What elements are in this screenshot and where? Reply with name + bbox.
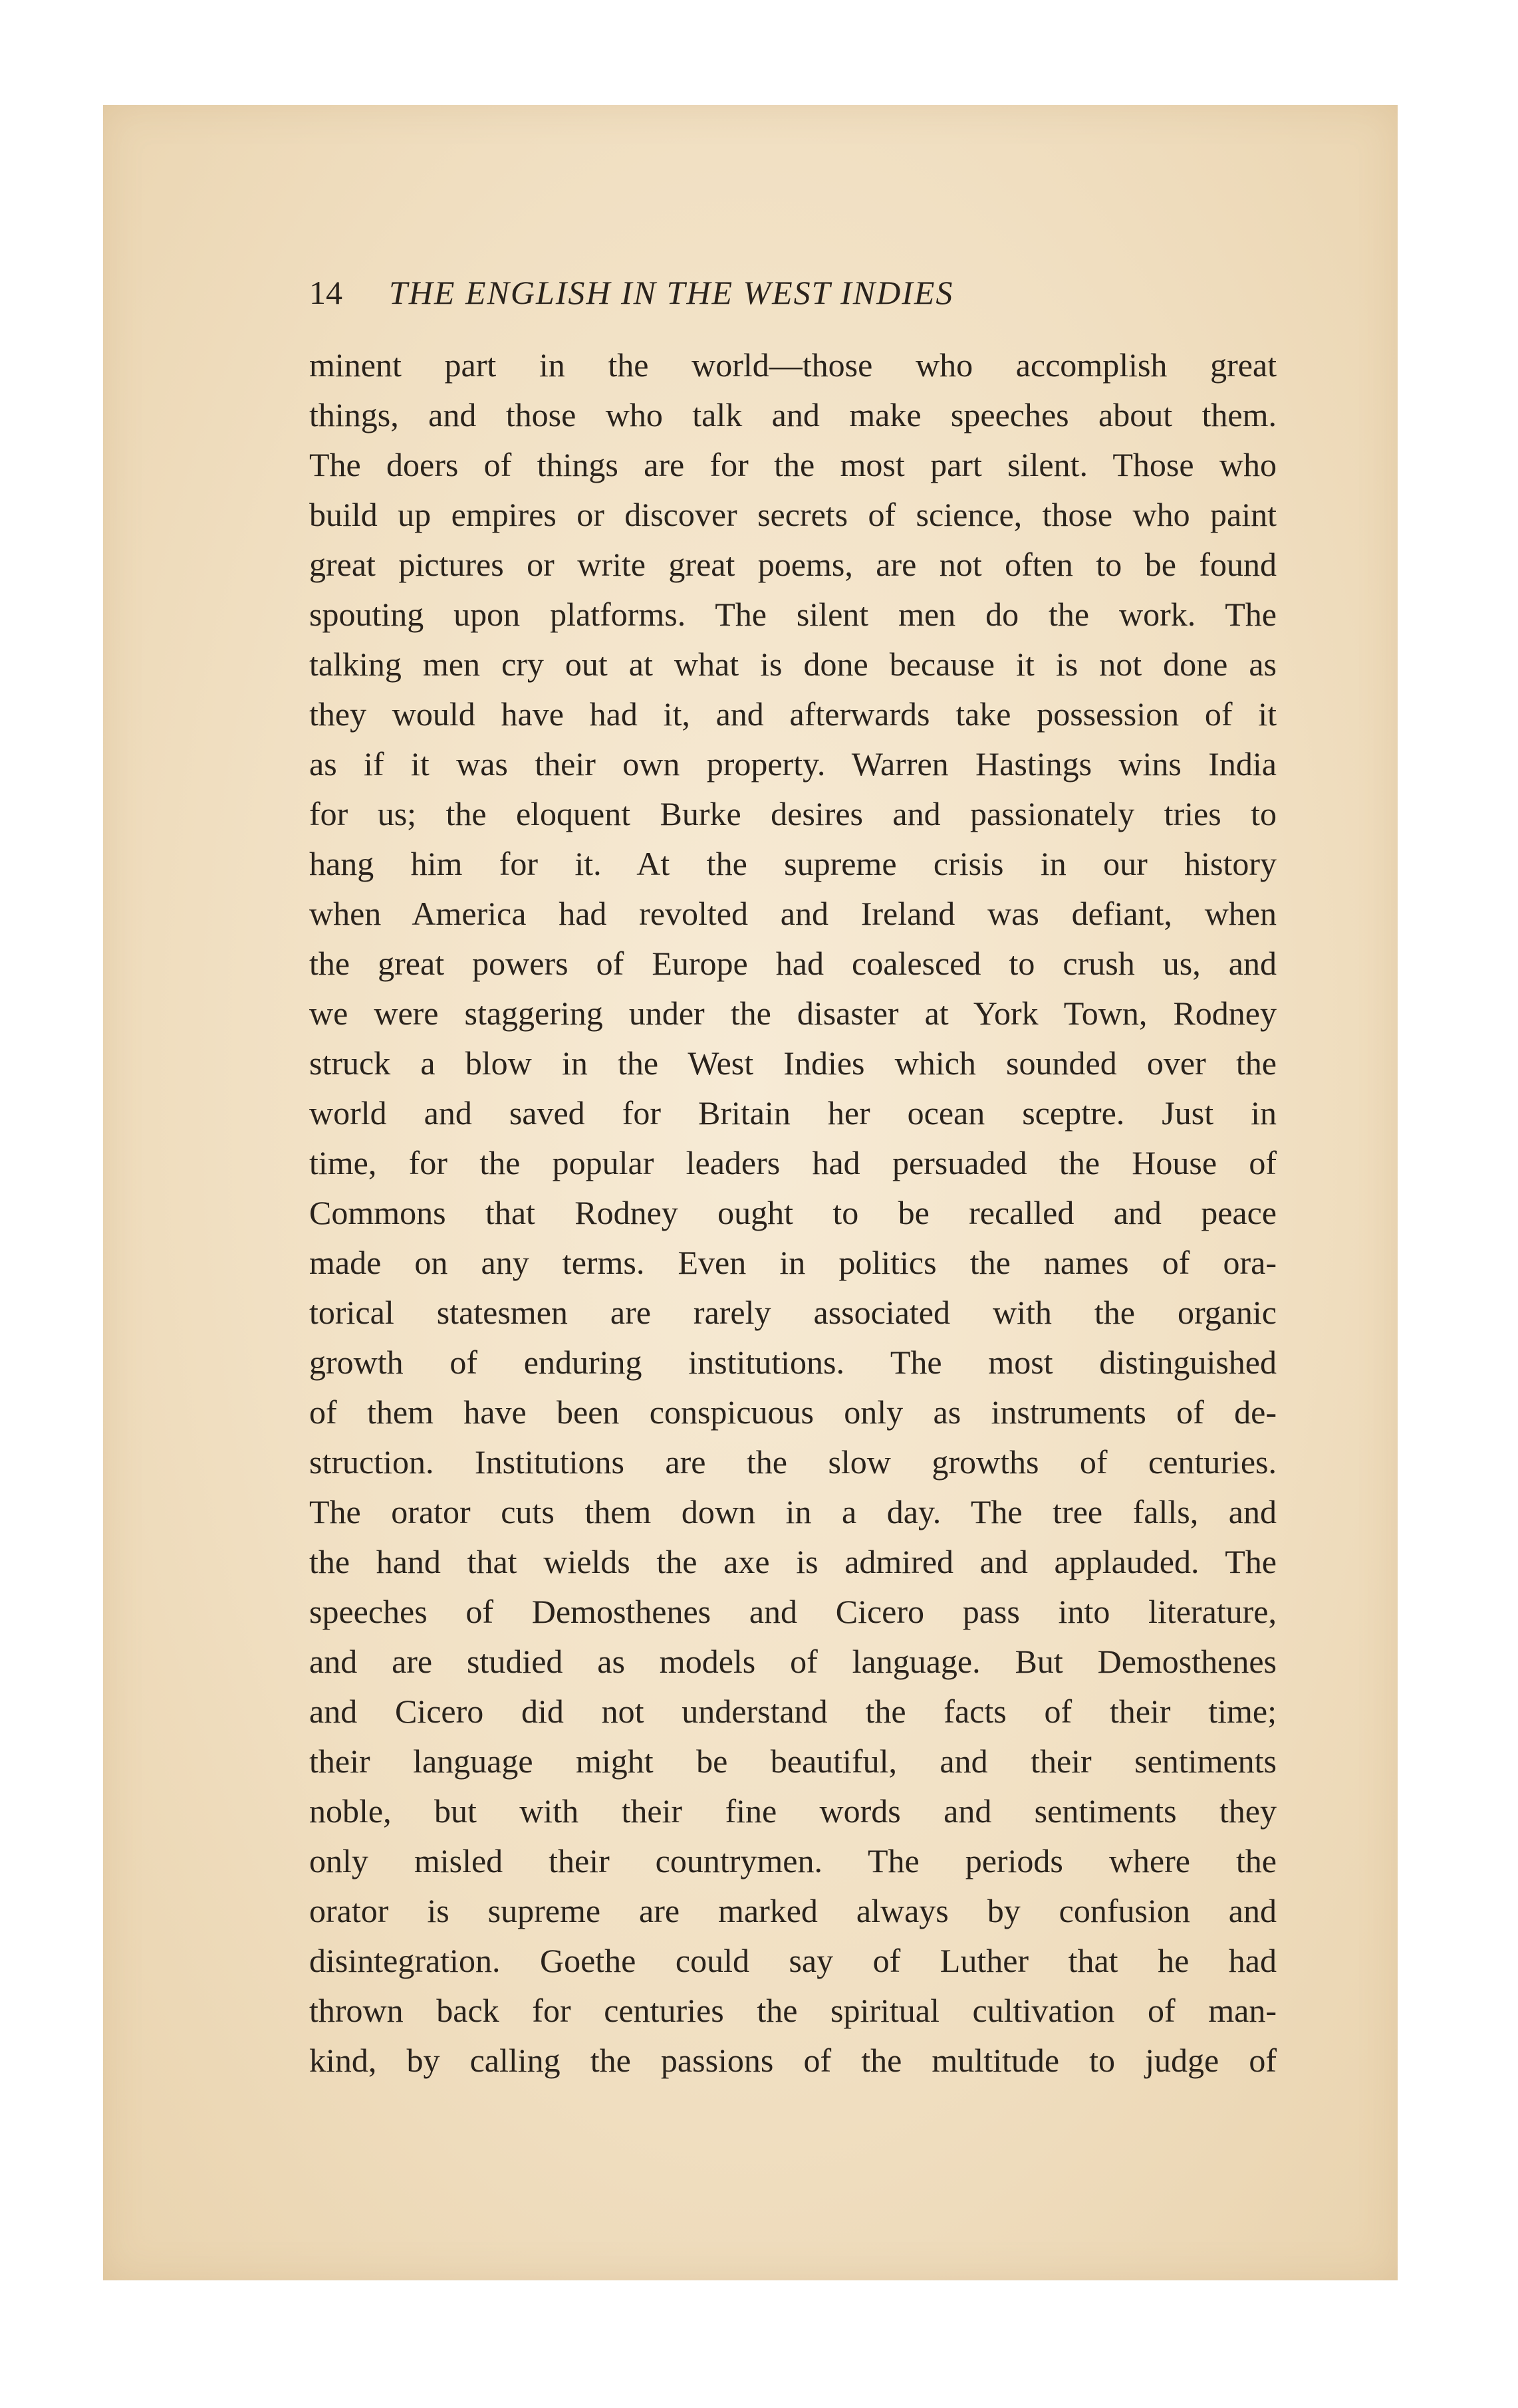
text-line: great pictures or write great poems, are not often to be found: [309, 546, 1277, 583]
text-line: and Cicero did not understand the facts of their time;: [309, 1693, 1277, 1730]
text-line: thrown back for centuries the spiritual cultivation of man-: [309, 1992, 1277, 2029]
body-text: [309, 340, 1277, 2086]
text-line: struck a blow in the West Indies which sounded over the: [309, 1044, 1277, 1082]
text-line: they would have had it, and afterwards take possession of it: [309, 695, 1277, 733]
text-line: hang him for it. At the supreme crisis in our history: [309, 845, 1277, 882]
text-line: speeches of Demosthenes and Cicero pass into literature,: [309, 1593, 1277, 1630]
text-line: spouting upon platforms. The silent men do the work. The: [309, 596, 1277, 633]
text-line: The doers of things are for the most part silent. Those who: [309, 446, 1277, 483]
text-line: time, for the popular leaders had persuaded the House of: [309, 1144, 1277, 1181]
text-line: their language might be beautiful, and their sentiments: [309, 1743, 1277, 1780]
text-line: growth of enduring institutions. The most distinguished: [309, 1344, 1277, 1381]
text-line: world and saved for Britain her ocean sceptre. Just in: [309, 1094, 1277, 1132]
text-line: struction. Institutions are the slow growths of centuries.: [309, 1443, 1277, 1481]
text-line: for us; the eloquent Burke desires and passionately tries to: [309, 795, 1277, 832]
text-line: torical statesmen are rarely associated with the organic: [309, 1294, 1277, 1331]
text-line: kind, by calling the passions of the multitude to judge of: [309, 2042, 1277, 2079]
text-line: when America had revolted and Ireland was defiant, when: [309, 895, 1277, 932]
text-line: the hand that wields the axe is admired and applauded. The: [309, 1543, 1277, 1580]
text-line: talking men cry out at what is done because it is not done as: [309, 646, 1277, 683]
text-line: The orator cuts them down in a day. The tree falls, and: [309, 1493, 1277, 1530]
running-title: THE ENGLISH IN THE WEST INDIES: [389, 274, 954, 311]
text-line: we were staggering under the disaster at York Town, Rodney: [309, 995, 1277, 1032]
text-line: made on any terms. Even in politics the names of ora-: [309, 1244, 1277, 1281]
text-line: things, and those who talk and make speeches about them.: [309, 396, 1277, 433]
text-line: of them have been conspicuous only as instruments of de-: [309, 1393, 1277, 1431]
text-line: orator is supreme are marked always by confusion and: [309, 1892, 1277, 1929]
text-line: the great powers of Europe had coalesced to crush us, and: [309, 945, 1277, 982]
page-number: 14: [309, 274, 342, 311]
text-line: noble, but with their fine words and sentiments they: [309, 1792, 1277, 1830]
text-line: Commons that Rodney ought to be recalled and peace: [309, 1194, 1277, 1231]
text-line: and are studied as models of language. But Demosthenes: [309, 1643, 1277, 1680]
text-line: as if it was their own property. Warren Hastings wins India: [309, 745, 1277, 783]
text-line: minent part in the world—those who accomplish great: [309, 346, 1277, 384]
text-line: only misled their countrymen. The periods where the: [309, 1842, 1277, 1879]
text-line: build up empires or discover secrets of science, those who paint: [309, 496, 1277, 533]
running-head: [309, 269, 1277, 316]
text-line: disintegration. Goethe could say of Luther that he had: [309, 1942, 1277, 1979]
